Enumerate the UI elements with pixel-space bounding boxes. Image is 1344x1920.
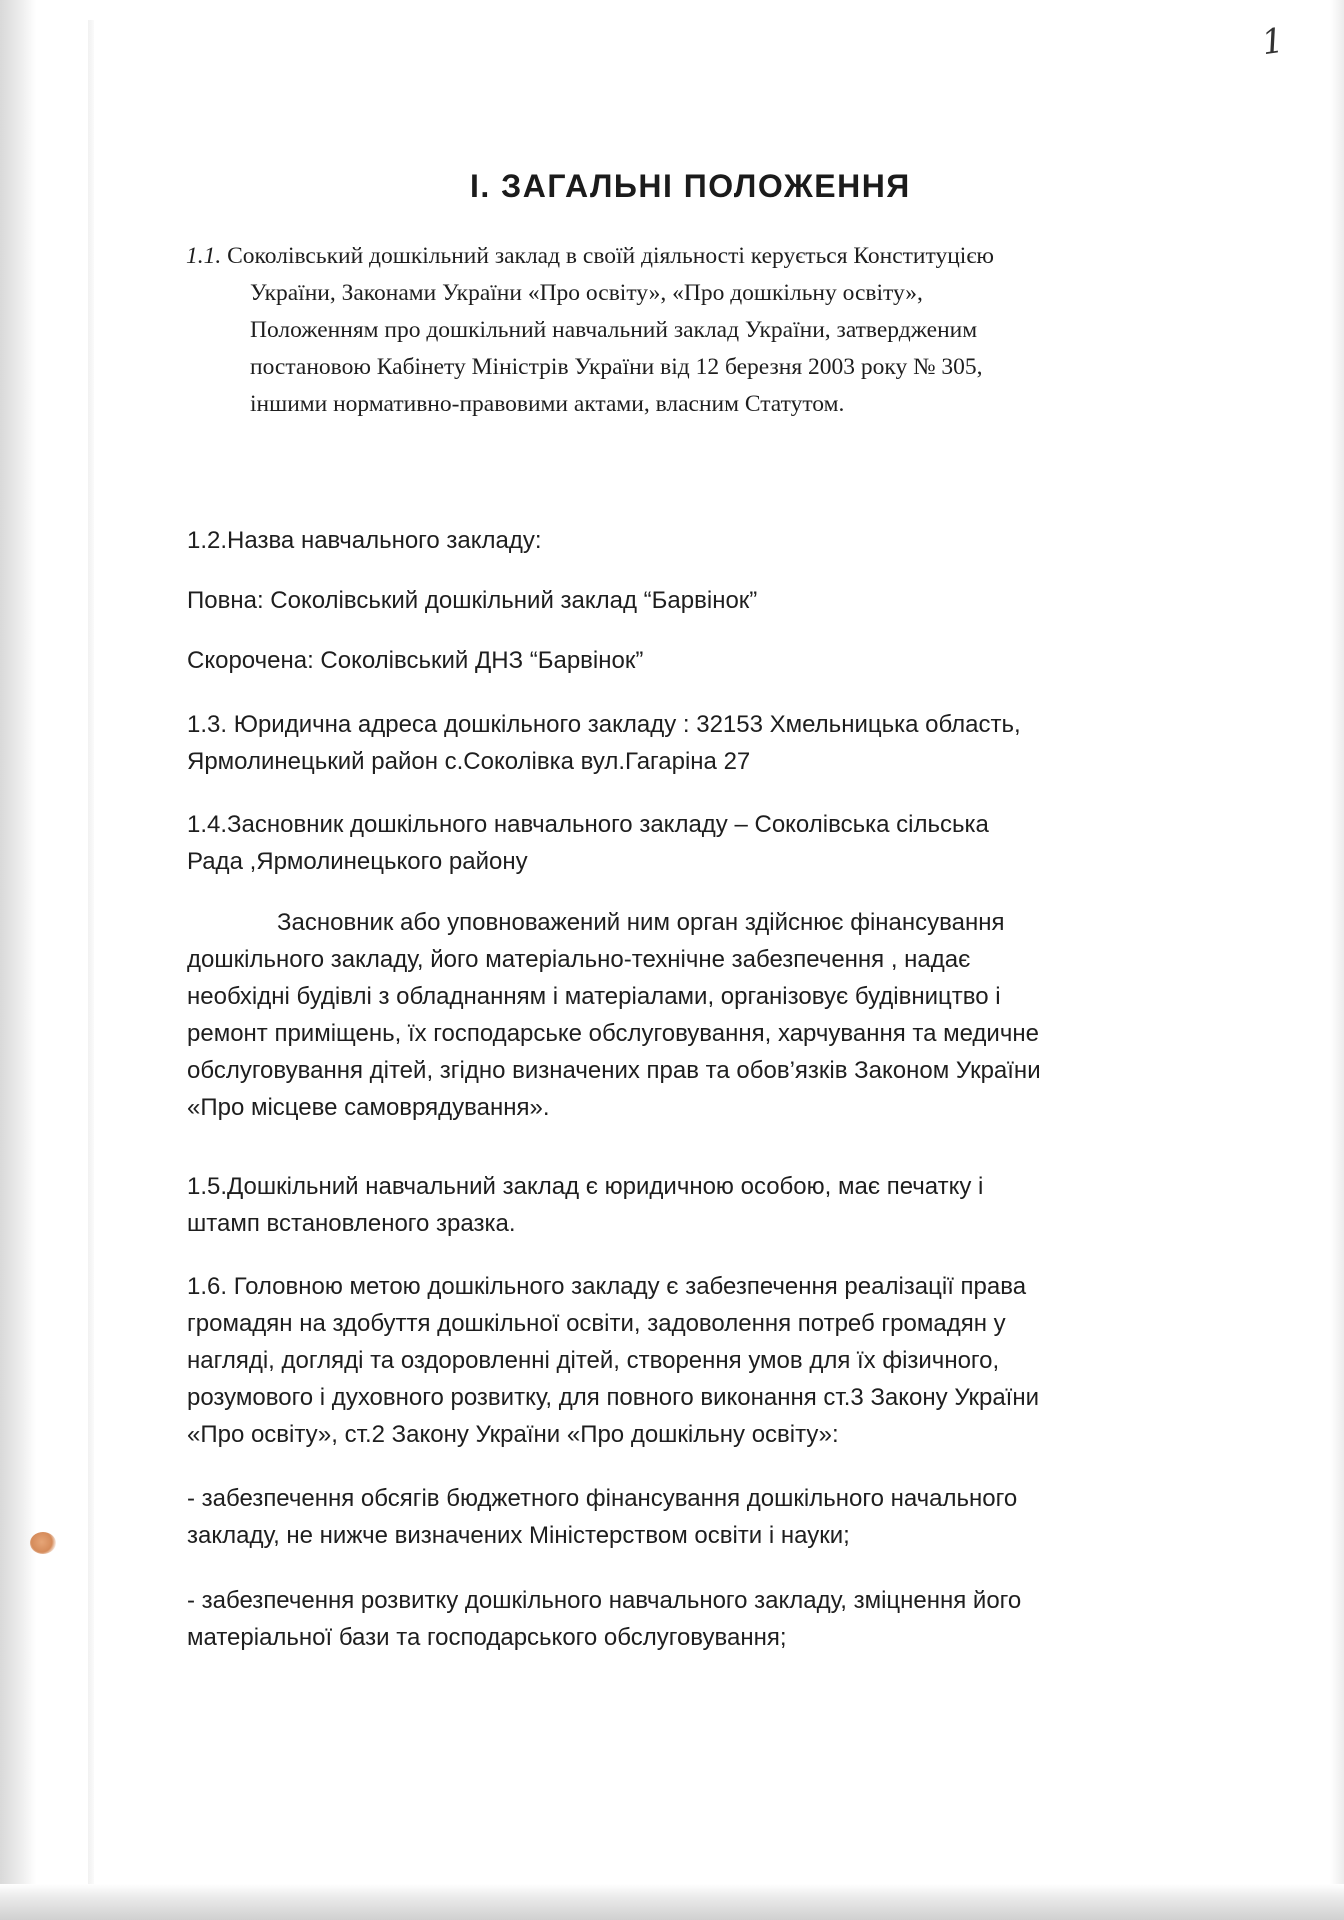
clause-1-6-line: 1.6. Головною метою дошкільного закладу є забезпечення реалізації права <box>187 1273 1027 1300</box>
paper-stain <box>30 1532 56 1554</box>
clause-1-4-paragraph <box>187 904 1247 1126</box>
scan-fold-line <box>88 20 94 1900</box>
clause-1-1-line: постановою Кабінету Міністрів України від 12 березня 2003 року № 305, <box>250 354 983 380</box>
clause-1-4-line: Рада ,Ярмолинецького району <box>187 848 528 875</box>
scan-left-edge <box>0 0 36 1920</box>
clause-1-5-line: 1.5.Дошкільний навчальний заклад є юридичною особою, має печатку і <box>187 1173 984 1200</box>
clause-1-3-line: Ярмолинецький район с.Соколівка вул.Гагаріна 27 <box>187 748 751 775</box>
clause-1-1-line: 1.1. Соколівський дошкільний заклад в своїй діяльності керується Конституцією <box>186 243 994 269</box>
clause-1-1-line: іншими нормативно-правовими актами, власним Статутом. <box>250 391 845 417</box>
clause-1-6-bullet-funding <box>187 1480 1247 1554</box>
clause-1-1-line: Положенням про дошкільний навчальний заклад України, затвердженим <box>250 317 978 343</box>
clause-1-4-line: 1.4.Засновник дошкільного навчального закладу – Соколівська сільська <box>187 811 989 838</box>
clause-1-6-line: нагляді, догляді та оздоровленні дітей, створення умов для їх фізичного, <box>187 1347 1000 1374</box>
bullet-line: матеріальної бази та господарського обслуговування; <box>187 1624 787 1651</box>
paragraph-line: ремонт приміщень, їх господарське обслуговування, харчування та медичне <box>187 1020 1039 1047</box>
section-title: І. ЗАГАЛЬНІ ПОЛОЖЕННЯ <box>470 168 911 204</box>
full-name: Повна: Соколівський дошкільний заклад “Барвінок” <box>187 587 758 614</box>
paragraph-line: «Про місцеве самоврядування». <box>187 1094 550 1121</box>
bullet-line: - забезпечення розвитку дошкільного навчального закладу, зміцнення його <box>187 1587 1022 1614</box>
short-name: Скорочена: Соколівський ДНЗ “Барвінок” <box>187 647 644 674</box>
clause-1-5 <box>187 1168 1247 1242</box>
clause-1-6-bullet-development <box>187 1582 1247 1656</box>
scan-right-edge <box>1330 0 1344 1920</box>
clause-1-6-line: розумового і духовного розвитку, для повного виконання ст.3 Закону України <box>187 1384 1040 1411</box>
paragraph-line: необхідні будівлі з обладнанням і матеріалами, організовує будівництво і <box>187 983 1001 1010</box>
scan-bottom-edge <box>0 1884 1344 1920</box>
clause-1-1-line: України, Законами України «Про освіту», «Про дошкільну освіту», <box>250 280 923 306</box>
clause-1-6-line: громадян на здобуття дошкільної освіти, задоволення потреб громадян у <box>187 1310 1006 1337</box>
paragraph-line: Засновник або уповноважений ним орган здійснює фінансування <box>277 909 1005 936</box>
clause-1-4 <box>187 806 1247 880</box>
paragraph-line: обслуговування дітей, згідно визначених прав та обов’язків Законом України <box>187 1057 1041 1084</box>
clause-1-1 <box>186 238 1186 423</box>
clause-1-3 <box>187 706 1247 780</box>
clause-1-6 <box>187 1268 1247 1453</box>
bullet-line: - забезпечення обсягів бюджетного фінансування дошкільного начального <box>187 1485 1018 1512</box>
page-number: 1 <box>1259 20 1287 64</box>
clause-1-3-line: 1.3. Юридична адреса дошкільного закладу : 32153 Хмельницька область, <box>187 711 1021 738</box>
paragraph-line: дошкільного закладу, його матеріально-технічне забезпечення , надає <box>187 946 971 973</box>
clause-1-6-line: «Про освіту», ст.2 Закону України «Про дошкільну освіту»: <box>187 1421 839 1448</box>
clause-1-2-heading: 1.2.Назва навчального закладу: <box>187 527 542 554</box>
bullet-line: закладу, не нижче визначених Міністерством освіти і науки; <box>187 1522 850 1549</box>
clause-number: 1.1. <box>186 243 222 269</box>
clause-1-5-line: штамп встановленого зразка. <box>187 1210 516 1237</box>
